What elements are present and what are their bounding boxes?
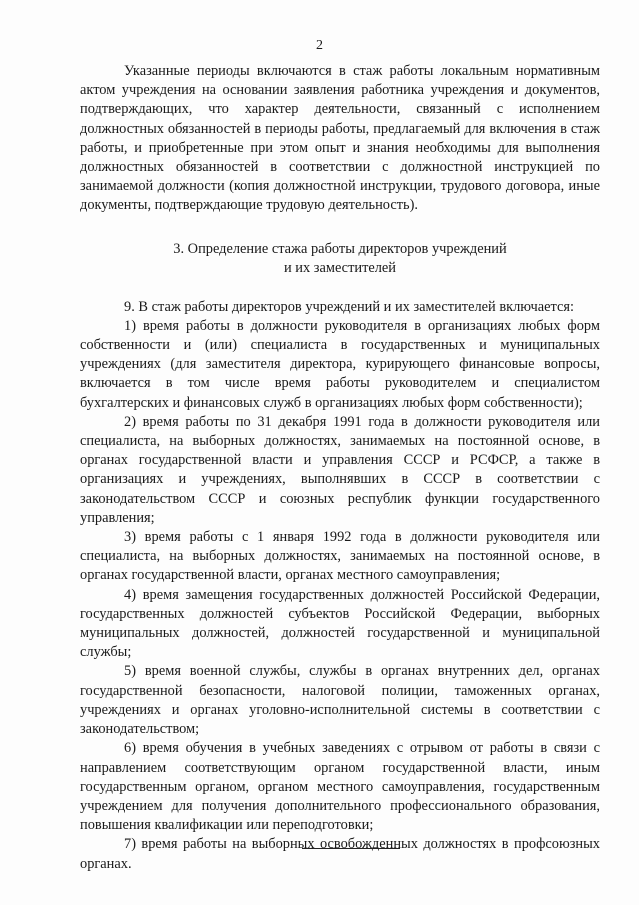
- document-body: [80, 62, 600, 874]
- section-heading: [80, 240, 600, 278]
- clause-9-item-4: 4) время замещения государственных должностей Российской Федерации, государственных должностей субъектов Российской Федерации, выборных муниципальных должностей, должностей государственной и муниципальной службы;: [80, 586, 600, 661]
- clause-9-item-1: 1) время работы в должности руководителя в организациях любых форм собственности и (или) специалиста в государственных и муниципальных учреждениях (для заместителя директора, курирующего финансовые вопросы, включается в том числе время работы руководителем и специалистом бухгалтерских и финансовых служб в организациях любых форм собственности);: [80, 317, 600, 411]
- clause-9-item-6: 6) время обучения в учебных заведениях с отрывом от работы в связи с направлением соответствующим органом государственной власти, иным государственным органом, органом местного самоуправления, государственным учреждением для получения дополнительного профессионального образования, повышения квалификации или переподготовки;: [80, 740, 600, 834]
- intro-paragraph: Указанные периоды включаются в стаж работы локальным нормативным актом учреждения на основании заявления работника учреждения и документов, подтверждающих, что характер деятельности, связанный с исполнением должностных обязанностей в периоды работы, предлагаемый для включения в стаж работы, и приобретенные при этом опыт и знания необходимы для выполнения должностных обязанностей в соответствии с должностной инструкцией по занимаемой должности (копия должностной инструкции, трудового договора, иные документы, подтверждающие трудовую деятельность).: [80, 63, 600, 214]
- section-heading-line-2: и их заместителей: [283, 259, 397, 276]
- clause-9-item-3: 3) время работы с 1 января 1992 года в должности руководителя или специалиста, на выборных должностях, занимаемых на постоянной основе, в органах государственной власти, органах местного самоуправления;: [80, 529, 600, 584]
- clause-9-lead: 9. В стаж работы директоров учреждений и их заместителей включается:: [124, 298, 574, 315]
- section-heading-line-1: 3. Определение стажа работы директоров учреждений: [173, 240, 507, 257]
- clause-9-item-5: 5) время военной службы, службы в органах внутренних дел, органах государственной безопасности, налоговой полиции, таможенных органах, учреждениях и органах уголовно-исполнительной системы в соответствии с законодательством;: [80, 663, 600, 738]
- clause-9-item-7: 7) время работы на выборных освобожденных должностях в профсоюзных органах.: [80, 836, 600, 872]
- clause-9-item-2: 2) время работы по 31 декабря 1991 года в должности руководителя или специалиста, на выборных должностях, занимаемых на постоянной основе, в органах государственной власти и управления СССР и РСФСР, а также в организациях и учреждениях, выполнявших в СССР в соответствии с законодательством СССР и союзных республик функции государственного управления;: [80, 413, 600, 526]
- page-number: 2: [316, 38, 323, 53]
- end-rule: [302, 848, 400, 849]
